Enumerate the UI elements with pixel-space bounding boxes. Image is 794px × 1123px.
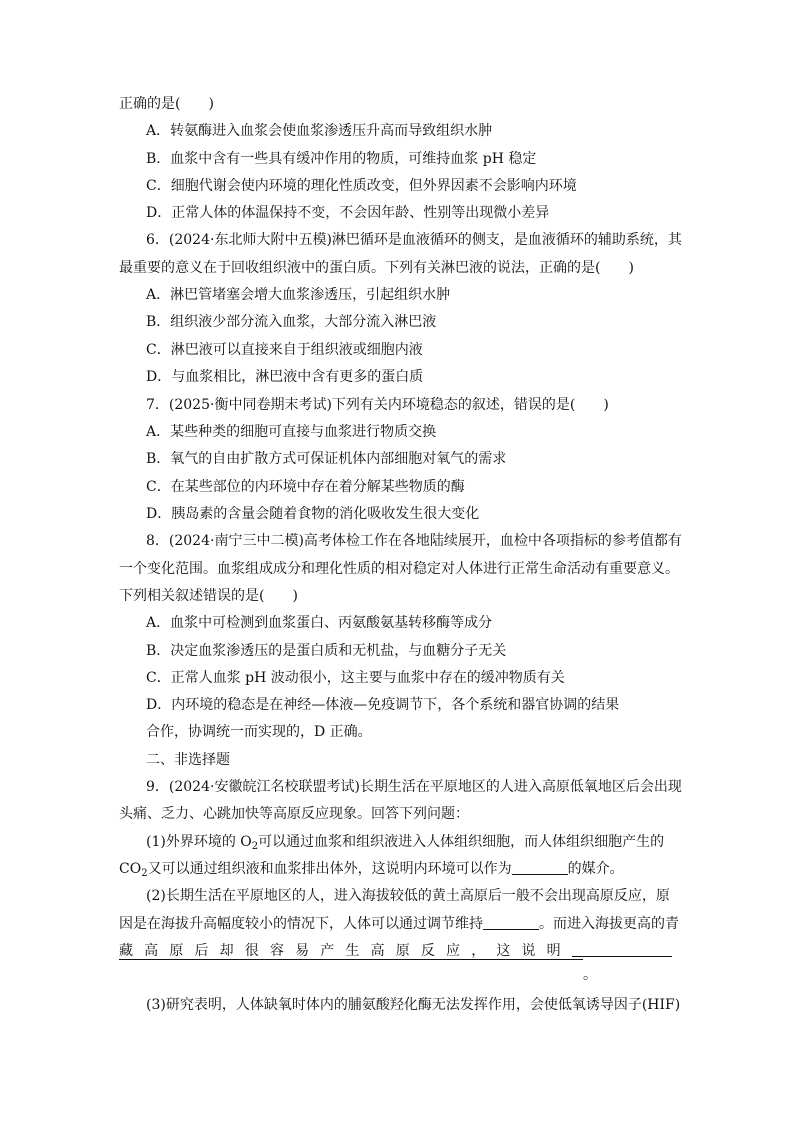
answer-blank[interactable] — [572, 942, 672, 957]
q8-option-d: D．内环境的稳态是在神经—体液—免疫调节下，各个系统和器官协调的结果 — [146, 697, 620, 713]
q6-stem-line1: 6．(2024·东北师大附中五模)淋巴循环是血液循环的侧支，是血液循环的辅助系统，其 — [146, 232, 682, 248]
q8-option-a: A．血浆中可检测到血浆蛋白、丙氨酸氨基转移酶等成分 — [146, 615, 493, 631]
q8-option-b: B．决定血浆渗透压的是蛋白质和无机盐，与血糖分子无关 — [146, 643, 507, 659]
q8-tail: 合作，协调统一而实现的，D 正确。 — [146, 724, 372, 740]
q6-option-d: D．与血浆相比，淋巴液中含有更多的蛋白质 — [146, 369, 424, 385]
answer-blank[interactable] — [483, 915, 539, 930]
q7-option-b: B．氧气的自由扩散方式可保证机体内部细胞对氧气的需求 — [146, 451, 507, 467]
q8-option-c: C．正常人血浆 pH 波动很小，这主要与血浆中存在的缓冲物质有关 — [146, 670, 565, 686]
q5-option-b: B．血浆中含有一些具有缓冲作用的物质，可维持血浆 pH 稳定 — [146, 151, 537, 167]
q5-stem-tail: 正确的是( ) — [119, 96, 214, 112]
q9-stem-line2: 头痛、乏力、心跳加快等高原反应现象。回答下列问题： — [119, 806, 469, 822]
q9-part1-line2: $CO_2$又可以通过组织液和血浆排出体外，这说明内环境可以作为 的媒介。 — [119, 861, 624, 879]
q6-option-c: C．淋巴液可以直接来自于组织液或细胞内液 — [146, 342, 423, 358]
q9-part3-line1: (3)研究表明，人体缺氧时体内的脯氨酸羟化酶无法发挥作用，会使低氧诱导因子(HIF) — [146, 997, 681, 1013]
q8-stem-line1: 8．(2024·南宁三中二模)高考体检工作在各地陆续展开，血检中各项指标的参考值都有 — [146, 533, 682, 549]
answer-blank-line[interactable] — [119, 959, 583, 960]
q8-stem-line2: 一个变化范围。血浆组成成分和理化性质的相对稳定对人体进行正常生命活动有重要意义。 — [119, 561, 679, 577]
section-heading: 二、非选择题 — [146, 752, 230, 768]
q9-part2-end: 。 — [583, 967, 597, 983]
q9-part1-line1: (1)外界环境的 $O_2$可以通过血浆和组织液进入人体组织细胞，而人体组织细胞产生的 — [146, 834, 665, 852]
q5-option-c: C．细胞代谢会使内环境的理化性质改变，但外界因素不会影响内环境 — [146, 178, 577, 194]
q7-stem: 7．(2025·衡中同卷期末考试)下列有关内环境稳态的叙述，错误的是( ) — [146, 397, 609, 413]
q5-option-a: A．转氨酶进入血浆会使血浆渗透压升高而导致组织水肿 — [146, 123, 493, 139]
q7-option-a: A．某些种类的细胞可直接与血浆进行物质交换 — [146, 424, 437, 440]
q9-part2-line2: 因是在海拔升高幅度较小的情况下，人体可以通过调节维持 。而进入海拔更高的青 — [119, 916, 679, 932]
q5-option-d: D．正常人体的体温保持不变，不会因年龄、性别等出现微小差异 — [146, 205, 550, 221]
q6-stem-line2: 最重要的意义在于回收组织液中的蛋白质。下列有关淋巴液的说法，正确的是( ) — [119, 260, 634, 276]
q9-part2-line1: (2)长期生活在平原地区的人，进入海拔较低的黄土高原后一般不会出现高原反应，原 — [146, 888, 670, 904]
q9-stem-line1: 9．(2024·安徽皖江名校联盟考试)长期生活在平原地区的人进入高原低氧地区后会出现 — [146, 779, 682, 795]
q7-option-c: C．在某些部位的内环境中存在着分解某些物质的酶 — [146, 479, 465, 495]
answer-blank[interactable] — [512, 860, 568, 875]
q6-option-b: B．组织液少部分流入血浆，大部分流入淋巴液 — [146, 314, 437, 330]
q8-stem-line3: 下列相关叙述错误的是( ) — [119, 588, 298, 604]
q9-part2-line3: 藏 高 原 后 却 很 容 易 产 生 高 原 反 应 ， 这 说 明 — [119, 942, 672, 960]
q7-option-d: D．胰岛素的含量会随着食物的消化吸收发生很大变化 — [146, 506, 480, 522]
q6-option-a: A．淋巴管堵塞会增大血浆渗透压，引起组织水肿 — [146, 287, 451, 303]
